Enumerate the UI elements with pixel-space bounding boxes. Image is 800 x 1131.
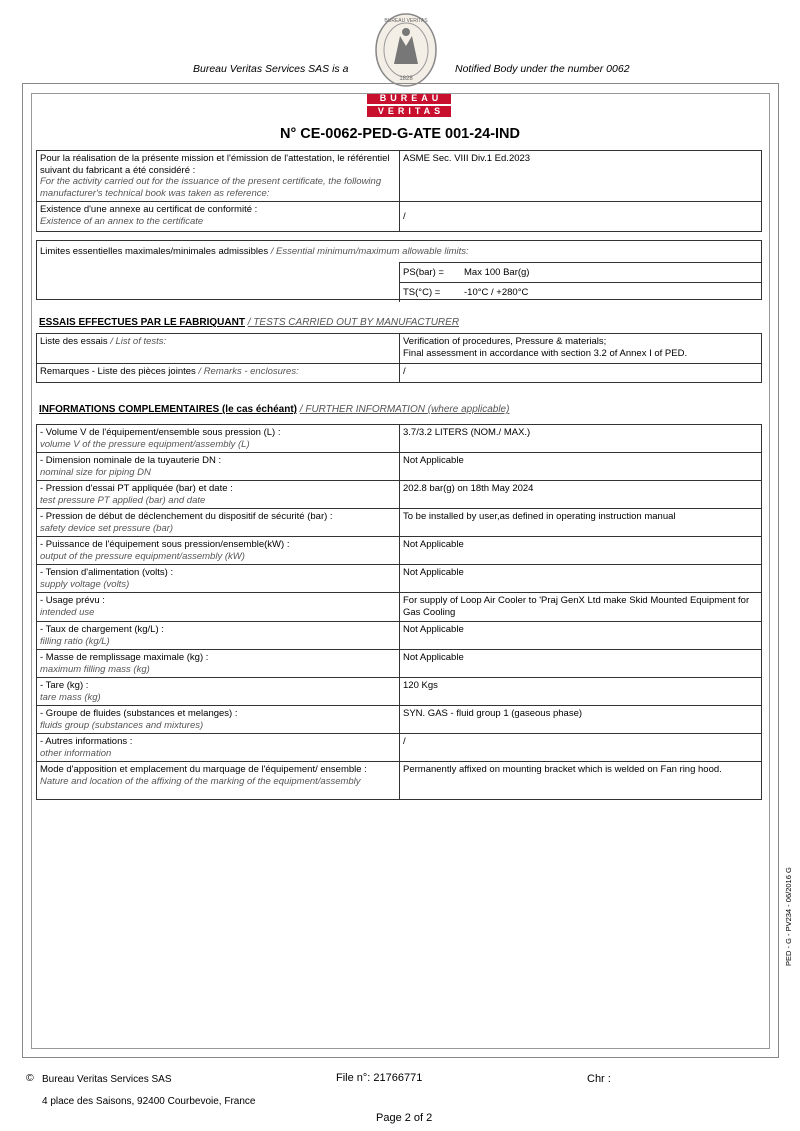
allowable-limits-box — [36, 240, 762, 300]
table-row — [37, 151, 762, 202]
allowable-limits-header — [40, 246, 469, 257]
info-label-cell — [37, 706, 400, 734]
table-row — [37, 364, 762, 383]
info-value: 202.8 bar(g) on 18th May 2024 — [400, 481, 762, 509]
footer-page-number: Page 2 of 2 — [376, 1112, 433, 1124]
info-label-cell — [37, 622, 400, 650]
info-label-cell — [37, 509, 400, 537]
info-label-cell — [37, 593, 400, 622]
footer-address: 4 place des Saisons, 92400 Courbevoie, France — [42, 1096, 256, 1107]
footer-company-name: Bureau Veritas Services SAS — [42, 1074, 172, 1085]
info-label-cell — [37, 425, 400, 453]
info-label-cell — [37, 481, 400, 509]
info-label-fr: - Dimension nominale de la tuyauterie DN : — [40, 455, 222, 466]
info-value: Permanently affixed on mounting bracket which is welded on Fan ring hood. — [400, 762, 762, 800]
info-section-title — [39, 404, 509, 415]
ps-value: Max 100 Bar(g) — [461, 263, 762, 283]
info-label-en: Nature and location of the affixing of the marking of the equipment/assembly — [40, 775, 361, 787]
info-label-fr: - Puissance de l'équipement sous pression/ensemble(kW) : — [40, 539, 290, 550]
reference-label-fr: Pour la réalisation de la présente mission et l'émission de l'attestation, le référentiel suivant du fabricant a été considéré : — [40, 153, 390, 176]
tests-title-fr: ESSAIS EFFECTUES PAR LE FABRIQUANT — [39, 317, 245, 328]
table-row — [37, 565, 762, 593]
info-value: Not Applicable — [400, 537, 762, 565]
info-label-cell — [37, 565, 400, 593]
info-label-en: test pressure PT applied (bar) and date — [40, 494, 206, 506]
table-row — [37, 593, 762, 622]
table-row — [37, 762, 762, 800]
table-row — [37, 734, 762, 762]
info-label-fr: - Groupe de fluides (substances et melanges) : — [40, 708, 238, 719]
bureau-veritas-seal-logo — [374, 12, 438, 88]
footer-file-number: File n°: 21766771 — [336, 1072, 423, 1084]
tests-section-title — [39, 317, 459, 328]
limits-header-en: / Essential minimum/maximum allowable limits: — [270, 246, 469, 257]
certificate-number-title: N° CE-0062-PED-G-ATE 001-24-IND — [279, 126, 520, 142]
remarks-value: / — [400, 364, 762, 383]
info-label-cell — [37, 678, 400, 706]
annex-value-text: / — [403, 210, 406, 222]
info-label-en: intended use — [40, 606, 95, 618]
annex-label-fr: Existence d'une annexe au certificat de conformité : — [40, 204, 258, 215]
tests-title-en: / TESTS CARRIED OUT BY MANUFACTURER — [247, 317, 460, 328]
info-title-en: / FURTHER INFORMATION (where applicable) — [299, 404, 510, 415]
svg-text:BUREAU VERITAS: BUREAU VERITAS — [384, 18, 428, 24]
tests-list-value-line1: Verification of procedures, Pressure & materials; — [403, 336, 607, 347]
info-value: Not Applicable — [400, 622, 762, 650]
table-row — [400, 283, 763, 303]
info-label-en: supply voltage (volts) — [40, 578, 130, 590]
info-label-en: nominal size for piping DN — [40, 466, 151, 478]
header-notified-body-right: Notified Body under the number 0062 — [455, 63, 630, 75]
info-value: / — [400, 734, 762, 762]
tests-list-label-en: / List of tests: — [110, 336, 167, 347]
tests-list-value — [400, 334, 762, 364]
tests-list-label — [37, 334, 400, 364]
form-reference-code: PED - G - PV234 - 06/2016 G — [784, 867, 793, 966]
table-row — [37, 334, 762, 364]
info-label-fr: Mode d'apposition et emplacement du marquage de l'équipement/ ensemble : — [40, 764, 367, 775]
info-label-cell — [37, 734, 400, 762]
table-row — [37, 678, 762, 706]
limits-header-fr: Limites essentielles maximales/minimales admissibles — [40, 246, 269, 257]
svg-text:1828: 1828 — [399, 76, 413, 82]
footer-chr: Chr : — [587, 1073, 611, 1085]
remarks-label-en: / Remarks - enclosures: — [198, 366, 299, 377]
reference-label-cell — [37, 151, 400, 202]
info-label-fr: - Masse de remplissage maximale (kg) : — [40, 652, 209, 663]
info-label-cell — [37, 453, 400, 481]
table-row — [37, 453, 762, 481]
info-label-en: other information — [40, 747, 112, 759]
annex-label-en: Existence of an annex to the certificate — [40, 215, 204, 227]
info-label-cell — [37, 762, 400, 800]
info-label-fr: - Taux de chargement (kg/L) : — [40, 624, 164, 635]
reference-table — [36, 150, 762, 232]
remarks-label — [37, 364, 400, 383]
info-label-en: filling ratio (kg/L) — [40, 635, 110, 647]
reference-value: ASME Sec. VIII Div.1 Ed.2023 — [400, 151, 762, 202]
info-label-cell — [37, 537, 400, 565]
tests-list-value-line2: Final assessment in accordance with section 3.2 of Annex I of PED. — [403, 347, 688, 359]
remarks-label-fr: Remarques - Liste des pièces jointes — [40, 366, 196, 377]
info-label-fr: - Pression de début de déclenchement du dispositif de sécurité (bar) : — [40, 511, 333, 522]
wordmark-line-bureau: BUREAU — [367, 93, 451, 104]
tests-list-label-fr: Liste des essais — [40, 336, 108, 347]
header-notified-body-left: Bureau Veritas Services SAS is a — [193, 63, 349, 75]
info-value: For supply of Loop Air Cooler to 'Praj GenX Ltd make Skid Mounted Equipment for Gas Cooling — [400, 593, 762, 622]
info-value: To be installed by user,as defined in operating instruction manual — [400, 509, 762, 537]
info-label-fr: - Tare (kg) : — [40, 680, 89, 691]
info-label-fr: - Usage prévu : — [40, 595, 105, 606]
ts-value: -10°C / +280°C — [461, 283, 762, 303]
info-value: SYN. GAS - fluid group 1 (gaseous phase) — [400, 706, 762, 734]
ps-key: PS(bar) = — [400, 263, 462, 283]
table-row — [37, 706, 762, 734]
copyright-symbol: © — [26, 1072, 34, 1084]
ts-key: TS(°C) = — [400, 283, 462, 303]
table-row — [37, 509, 762, 537]
info-title-fr: INFORMATIONS COMPLEMENTAIRES (le cas échéant) — [39, 404, 297, 415]
info-label-cell — [37, 650, 400, 678]
table-row — [37, 202, 762, 232]
info-label-en: maximum filling mass (kg) — [40, 663, 150, 675]
info-label-en: tare mass (kg) — [40, 691, 101, 703]
info-label-fr: - Pression d'essai PT appliquée (bar) et date : — [40, 483, 233, 494]
table-row — [37, 622, 762, 650]
table-row — [37, 537, 762, 565]
info-label-en: fluids group (substances and mixtures) — [40, 719, 204, 731]
annex-label-cell — [37, 202, 400, 232]
info-value: Not Applicable — [400, 650, 762, 678]
info-label-en: volume V of the pressure equipment/assembly (L) — [40, 438, 250, 450]
info-value: Not Applicable — [400, 565, 762, 593]
info-label-fr: - Autres informations : — [40, 736, 133, 747]
table-row — [37, 650, 762, 678]
info-value: Not Applicable — [400, 453, 762, 481]
tests-table — [36, 333, 762, 383]
allowable-limits-values — [399, 262, 762, 302]
info-label-en: safety device set pressure (bar) — [40, 522, 174, 534]
table-row — [37, 425, 762, 453]
table-row — [37, 481, 762, 509]
info-label-fr: - Tension d'alimentation (volts) : — [40, 567, 174, 578]
further-information-table — [36, 424, 762, 800]
table-row — [400, 263, 763, 283]
info-value: 120 Kgs — [400, 678, 762, 706]
annex-value — [400, 202, 762, 232]
reference-label-en: For the activity carried out for the issuance of the present certificate, the following manufacturer's technical book was taken as reference: — [40, 176, 382, 199]
wordmark-line-veritas: VERITAS — [367, 106, 451, 117]
info-value: 3.7/3.2 LITERS (NOM./ MAX.) — [400, 425, 762, 453]
info-label-fr: - Volume V de l'équipement/ensemble sous pression (L) : — [40, 427, 281, 438]
info-label-en: output of the pressure equipment/assembly (kW) — [40, 550, 245, 562]
